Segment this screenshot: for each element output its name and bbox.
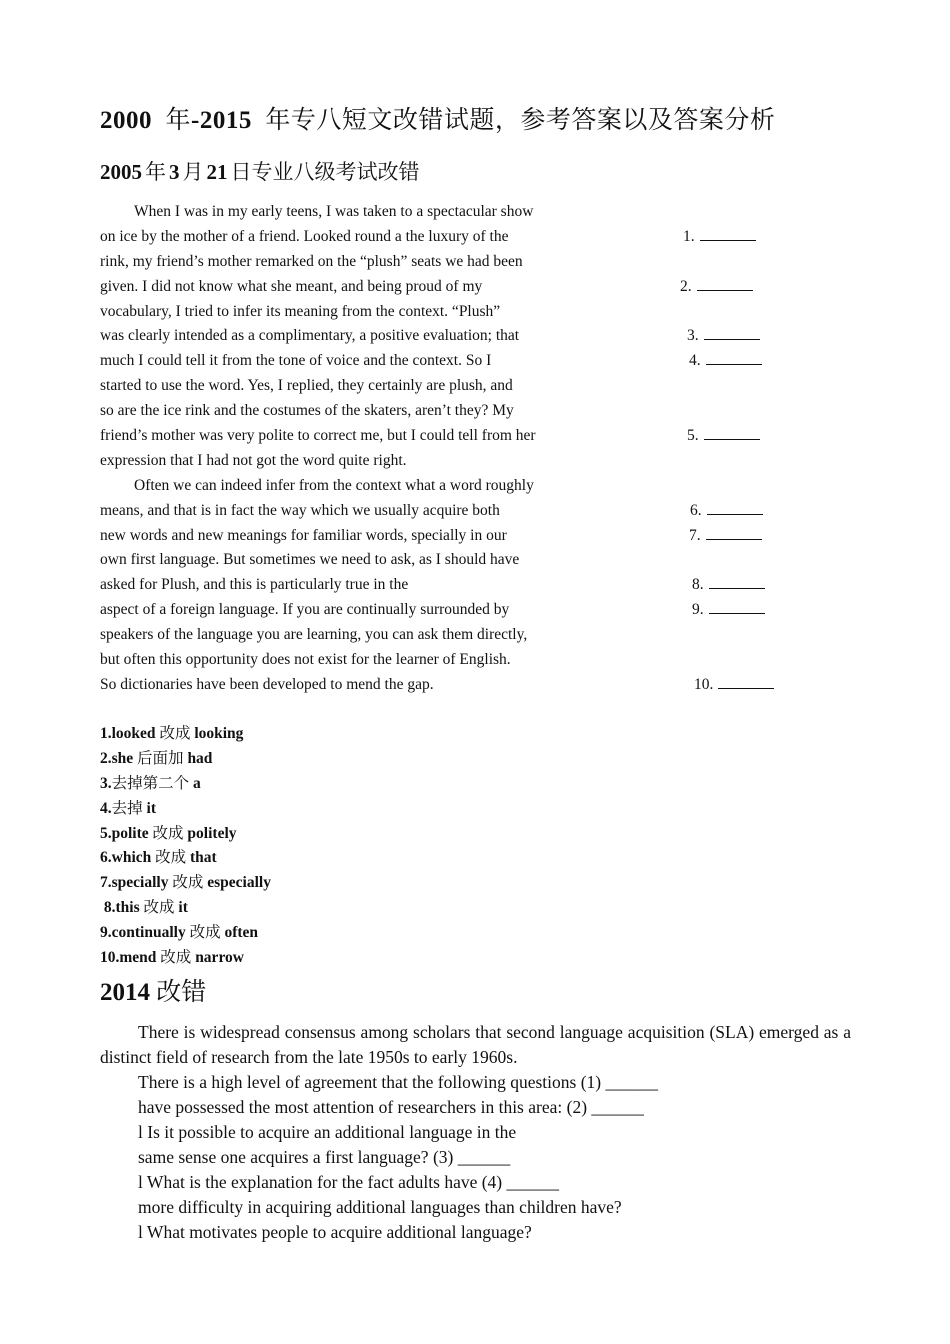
passage-line bbox=[100, 623, 800, 648]
heading-month-char: 月 bbox=[182, 160, 204, 184]
answer-blank bbox=[692, 598, 765, 623]
heading-year: 2005 bbox=[100, 160, 142, 184]
passage-line-text: When I was in my early teens, I was taken to a spectacular show bbox=[134, 203, 534, 220]
answer-item bbox=[100, 797, 271, 822]
answer-correction: it bbox=[146, 799, 156, 817]
answer-number: 9. bbox=[100, 924, 112, 942]
passage-line-text: own first language. But sometimes we need to ask, as I should have bbox=[100, 551, 520, 569]
answer-correction: especially bbox=[207, 874, 271, 892]
passage-line bbox=[100, 225, 800, 250]
passage-line-text: much I could tell it from the tone of voice and the context. So I bbox=[100, 352, 492, 370]
passage-line bbox=[100, 548, 800, 573]
passage-line bbox=[100, 648, 800, 673]
answer-item bbox=[100, 822, 271, 847]
answer-blank bbox=[680, 275, 753, 300]
blank-underline bbox=[709, 574, 765, 589]
section2-year: 2014 bbox=[100, 979, 150, 1006]
heading-rest: 日专业八级考试改错 bbox=[230, 160, 420, 184]
blank-underline bbox=[706, 525, 762, 540]
title-year-end: -2015 bbox=[191, 107, 252, 134]
page-title bbox=[100, 100, 775, 136]
blank-underline bbox=[697, 276, 753, 291]
answer-number: 4. bbox=[100, 799, 112, 817]
answer-original: specially bbox=[111, 874, 169, 892]
section-heading-2014 bbox=[100, 972, 206, 1008]
passage-line bbox=[100, 673, 800, 698]
passage-line bbox=[100, 524, 800, 549]
answer-number: 5. bbox=[100, 824, 112, 842]
passage-line-text: started to use the word. Yes, I replied, they certainly are plush, and bbox=[100, 377, 513, 395]
passage-line bbox=[100, 424, 800, 449]
passage-line-text: aspect of a foreign language. If you are continually surrounded by bbox=[100, 601, 510, 619]
blank-number: 10. bbox=[694, 675, 714, 693]
section2-line: more difficulty in acquiring additional languages than children have? bbox=[138, 1197, 622, 1217]
answer-correction: a bbox=[193, 774, 201, 792]
blank-number: 5. bbox=[687, 427, 699, 445]
answer-correction: that bbox=[190, 849, 217, 867]
answer-item bbox=[100, 946, 271, 971]
passage-line-text: on ice by the mother of a friend. Looked round a the luxury of the bbox=[100, 227, 509, 245]
answer-blank bbox=[692, 573, 765, 598]
section2-paragraph: There is widespread consensus among scholars that second language acquisition (SLA) emerged as a distinct field of research from the late 1950s to early 1960s. bbox=[100, 1022, 851, 1067]
passage-line-text: expression that I had not got the word quite right. bbox=[100, 451, 407, 469]
answer-item bbox=[100, 896, 271, 921]
passage-line bbox=[100, 250, 800, 275]
passage-line-text: vocabulary, I tried to infer its meaning from the context. “Plush” bbox=[100, 302, 501, 320]
passage-line bbox=[100, 598, 800, 623]
passage-line bbox=[100, 300, 800, 325]
passage-line-text: Often we can indeed infer from the context what a word roughly bbox=[134, 476, 534, 494]
answer-correction: looking bbox=[194, 725, 244, 742]
answer-correction: narrow bbox=[195, 949, 244, 967]
answer-blank bbox=[689, 524, 762, 549]
title-year-start: 2000 bbox=[100, 107, 152, 134]
passage-line bbox=[100, 200, 800, 225]
section2-line: same sense one acquires a first language? (3) ______ bbox=[138, 1147, 511, 1167]
answer-item bbox=[100, 846, 271, 871]
answer-blank bbox=[687, 424, 760, 449]
answer-correction: had bbox=[187, 749, 213, 767]
heading-month: 3 bbox=[169, 160, 180, 184]
section2-line: l What motivates people to acquire additional language? bbox=[138, 1222, 532, 1242]
heading-day: 21 bbox=[206, 160, 228, 184]
passage-line-text: was clearly intended as a complimentary, a positive evaluation; that bbox=[100, 327, 520, 345]
answer-operation: 去掉第二个 bbox=[111, 774, 194, 792]
answer-number: 7. bbox=[100, 874, 112, 892]
answer-operation: 改成 bbox=[185, 924, 225, 942]
answer-blank bbox=[683, 225, 756, 250]
passage-line-text: speakers of the language you are learning, you can ask them directly, bbox=[100, 626, 528, 644]
passage-line bbox=[100, 399, 800, 424]
blank-underline bbox=[709, 599, 765, 614]
answer-original: polite bbox=[111, 824, 149, 842]
passage-line-text: means, and that is in fact the way which we usually acquire both bbox=[100, 501, 500, 519]
answer-blank bbox=[689, 349, 762, 374]
answer-operation: 去掉 bbox=[111, 799, 147, 817]
answer-number: 10. bbox=[100, 949, 120, 967]
error-correction-passage bbox=[100, 200, 800, 698]
answer-original: she bbox=[111, 749, 134, 767]
section2-label: 改错 bbox=[150, 979, 207, 1006]
answer-item bbox=[100, 772, 271, 797]
answer-list bbox=[100, 722, 271, 971]
answer-item bbox=[100, 722, 271, 747]
blank-underline bbox=[718, 674, 774, 689]
section2-line: l Is it possible to acquire an additional language in the bbox=[138, 1122, 517, 1142]
answer-original: mend bbox=[119, 949, 157, 967]
passage-line bbox=[100, 573, 800, 598]
answer-item bbox=[100, 921, 271, 946]
blank-number: 9. bbox=[692, 601, 704, 619]
answer-blank bbox=[694, 673, 774, 698]
passage-line-text: rink, my friend’s mother remarked on the “plush” seats we had been bbox=[100, 252, 523, 270]
answer-correction: politely bbox=[187, 824, 237, 842]
passage-line bbox=[100, 275, 800, 300]
answer-original: continually bbox=[111, 924, 186, 942]
passage-line bbox=[100, 349, 800, 374]
answer-correction: it bbox=[178, 899, 188, 917]
answer-original: looked bbox=[111, 725, 156, 742]
passage-line bbox=[100, 324, 800, 349]
answer-operation: 改成 bbox=[168, 874, 208, 892]
answer-operation: 改成 bbox=[156, 949, 196, 967]
blank-underline bbox=[706, 350, 762, 365]
section2-line: have possessed the most attention of researchers in this area: (2) ______ bbox=[138, 1097, 644, 1117]
passage-line bbox=[100, 474, 800, 499]
answer-item bbox=[100, 747, 271, 772]
answer-number: 1. bbox=[100, 725, 112, 742]
blank-underline bbox=[704, 325, 760, 340]
blank-underline bbox=[707, 500, 763, 515]
passage-line-text: new words and new meanings for familiar words, specially in our bbox=[100, 526, 507, 544]
passage-line-text: So dictionaries have been developed to mend the gap. bbox=[100, 675, 434, 693]
answer-operation: 后面加 bbox=[133, 749, 188, 767]
blank-underline bbox=[704, 425, 760, 440]
passage-line-text: friend’s mother was very polite to correct me, but I could tell from her bbox=[100, 427, 536, 445]
answer-original: this bbox=[115, 899, 140, 917]
title-year-char: 年 bbox=[165, 107, 192, 134]
answer-number: 8. bbox=[100, 899, 116, 917]
answer-blank bbox=[687, 324, 760, 349]
blank-number: 6. bbox=[690, 501, 702, 519]
blank-number: 8. bbox=[692, 576, 704, 594]
answer-item bbox=[100, 871, 271, 896]
answer-number: 6. bbox=[100, 849, 112, 867]
blank-number: 2. bbox=[680, 277, 692, 295]
answer-operation: 改成 bbox=[139, 899, 179, 917]
answer-operation: 改成 bbox=[151, 849, 191, 867]
answer-number: 3. bbox=[100, 774, 112, 792]
blank-number: 7. bbox=[689, 526, 701, 544]
answer-correction: often bbox=[224, 924, 259, 942]
section2-line: There is a high level of agreement that the following questions (1) ______ bbox=[138, 1072, 659, 1092]
blank-number: 1. bbox=[683, 227, 695, 245]
blank-number: 3. bbox=[687, 327, 699, 345]
title-text: 年专八短文改错试题，参考答案以及答案分析 bbox=[265, 107, 776, 134]
heading-year-char: 年 bbox=[145, 160, 166, 184]
answer-operation: 改成 bbox=[148, 824, 188, 842]
passage-line-text: but often this opportunity does not exist for the learner of English. bbox=[100, 651, 511, 669]
answer-blank bbox=[690, 499, 763, 524]
blank-underline bbox=[700, 226, 756, 241]
passage-line bbox=[100, 449, 800, 474]
passage-line-text: asked for Plush, and this is particularly true in the bbox=[100, 576, 409, 594]
section-heading-2005 bbox=[100, 156, 420, 186]
answer-original: which bbox=[111, 849, 152, 867]
section2-line: l What is the explanation for the fact adults have (4) ______ bbox=[138, 1172, 560, 1192]
passage-line-text: given. I did not know what she meant, and being proud of my bbox=[100, 277, 483, 295]
answer-operation: 改成 bbox=[155, 725, 195, 742]
passage-line bbox=[100, 374, 800, 399]
passage-line bbox=[100, 499, 800, 524]
blank-number: 4. bbox=[689, 352, 701, 370]
answer-number: 2. bbox=[100, 749, 112, 767]
passage-line-text: so are the ice rink and the costumes of the skaters, aren’t they? My bbox=[100, 402, 514, 420]
